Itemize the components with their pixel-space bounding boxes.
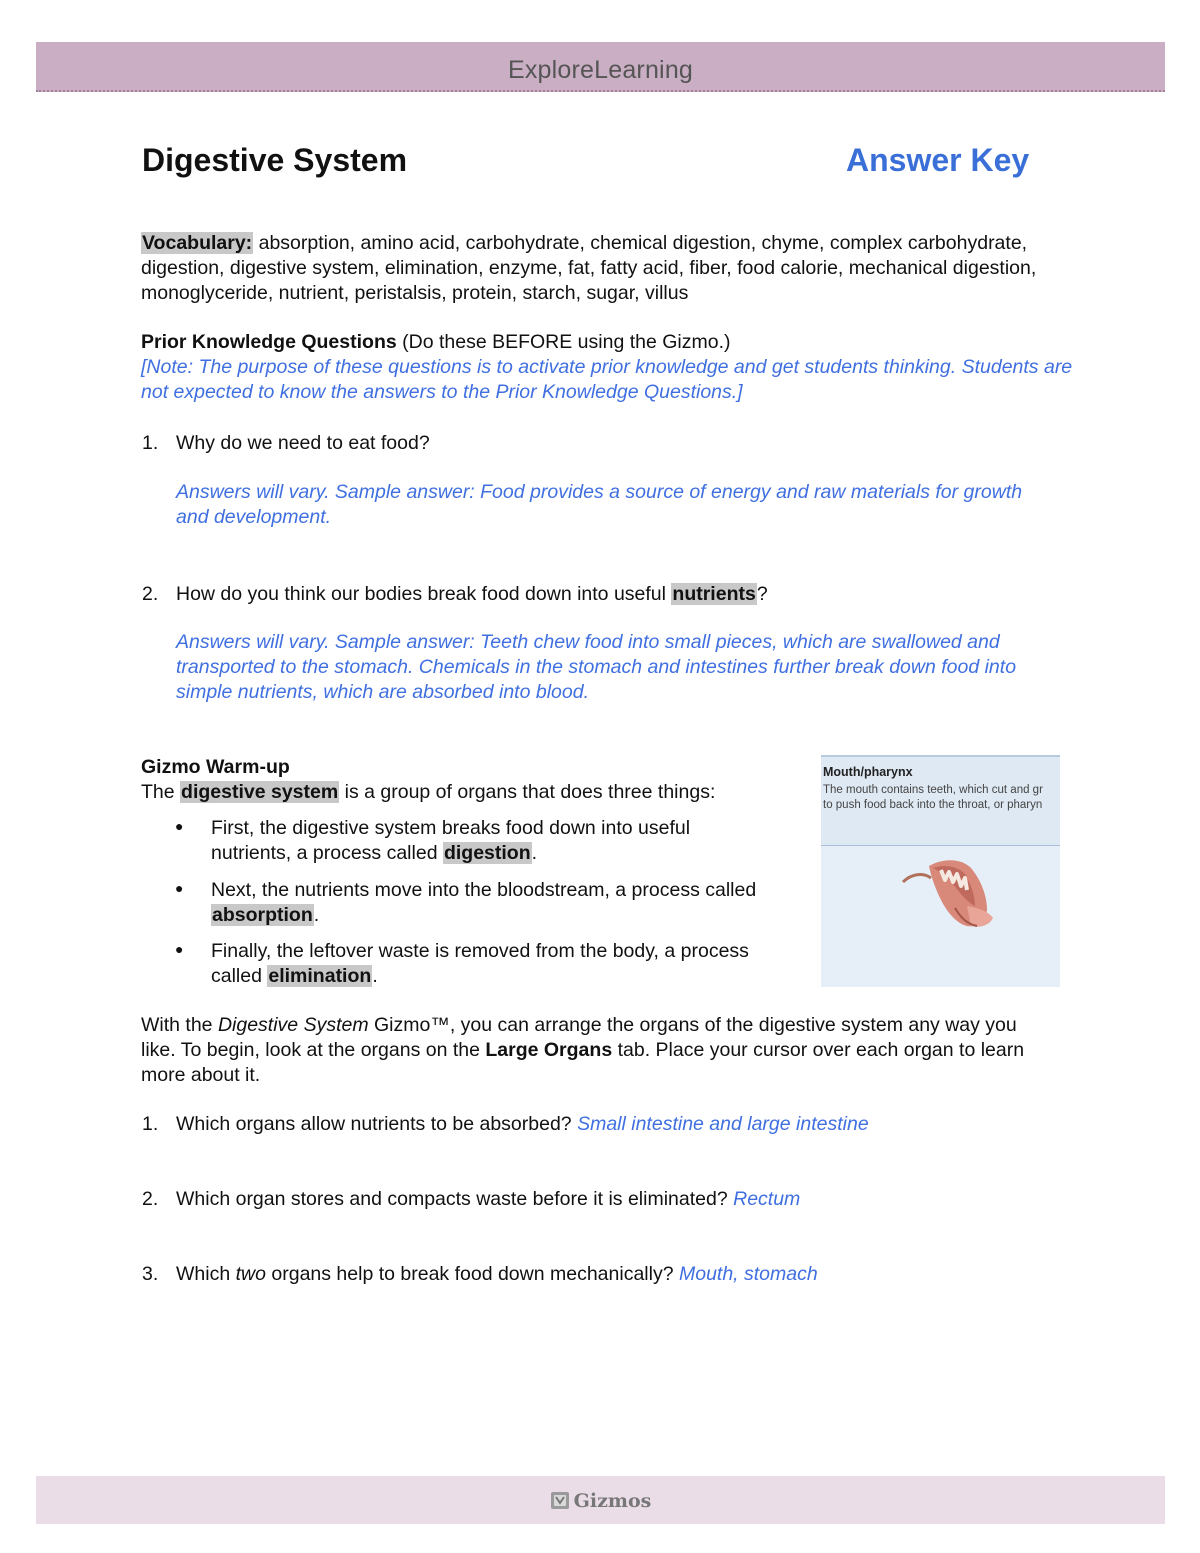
vocab-term-highlight: elimination: [268, 965, 372, 987]
organ-panel: [821, 846, 1060, 987]
answer-text: Mouth, stomach: [678, 1263, 818, 1285]
list-item: [211, 878, 771, 928]
footer-logo: [36, 1489, 1165, 1512]
question-text: [176, 1112, 1076, 1137]
vocabulary-label: Vocabulary:: [142, 232, 253, 254]
paragraph-part: tab. Place your cursor over each organ to learn more about it.: [141, 1039, 1025, 1086]
header-bar: [36, 42, 1165, 92]
vocab-term-highlight: nutrients: [672, 583, 756, 605]
list-item-text: First, the digestive system breaks food down into useful nutrients, a process called: [211, 817, 691, 864]
warmup-title: Gizmo Warm-up: [141, 756, 290, 778]
list-item: [211, 939, 771, 989]
organ-title: Mouth/pharynx: [823, 765, 913, 779]
question-number: 1.: [142, 432, 159, 454]
list-item: [211, 816, 771, 866]
paragraph-part: Gizmo™, you can arrange the organs of the digestive system any way you like. To begin, look at the organs on the: [141, 1014, 1017, 1061]
tab-name: Large Organs: [485, 1039, 613, 1061]
question-text-part: How do you think our bodies break food down into useful: [176, 583, 672, 605]
teacher-note: [Note: The purpose of these questions is to activate prior knowledge and get students thinking. Students are not expected to know the answers to the Prior Knowledge Questions.]: [141, 356, 1073, 403]
question-text: [176, 582, 1056, 607]
organ-description-line: to push food back into the throat, or pharyn: [823, 799, 1043, 811]
intro-part: The: [141, 781, 181, 803]
gizmos-logo-icon: [550, 1489, 572, 1511]
organ-description-line: The mouth contains teeth, which cut and gr: [823, 784, 1043, 796]
prior-knowledge-title: Prior Knowledge Questions: [141, 331, 397, 353]
warmup-intro: [141, 780, 801, 805]
question-text-part: Which organ stores and compacts waste before it is eliminated?: [176, 1188, 734, 1210]
list-item-text: .: [372, 965, 378, 987]
page-title: Digestive System: [142, 142, 408, 178]
question-text-part: ?: [756, 583, 768, 605]
bullet-icon: ●: [175, 880, 184, 896]
question-number: 3.: [142, 1263, 159, 1285]
bullet-icon: ●: [175, 941, 184, 957]
vocab-term-highlight: digestive system: [181, 781, 339, 803]
question-text: Why do we need to eat food?: [176, 432, 430, 454]
vocab-term-highlight: absorption: [212, 904, 313, 926]
list-item-text: .: [531, 842, 538, 864]
question-number: 2.: [142, 1188, 159, 1210]
paragraph-part: With the: [141, 1014, 218, 1036]
question-number: 1.: [142, 1113, 159, 1135]
question-number: 2.: [142, 583, 159, 605]
prior-knowledge-heading: [141, 330, 1081, 355]
question-emphasis: two: [235, 1263, 266, 1285]
gizmo-name: Digestive System: [217, 1014, 369, 1036]
answer-text: Answers will vary. Sample answer: Teeth chew food into small pieces, which are swallowed and transported to the stomach. Chemicals in the stomach and intestines further break down food into simple nutrients, which are absorbed into blood.: [176, 631, 1017, 703]
answer-key-label: Answer Key: [846, 142, 1030, 178]
intro-part: is a group of organs that does three things:: [339, 781, 716, 803]
question-text: [176, 1262, 1076, 1287]
answer-text: Small intestine and large intestine: [577, 1113, 869, 1135]
gizmo-instructions: [141, 1013, 1041, 1088]
question-text: [176, 1187, 1076, 1212]
list-item-text: Finally, the leftover waste is removed from the body, a process called: [211, 940, 749, 987]
question-text-part: Which organs allow nutrients to be absorbed?: [176, 1113, 578, 1135]
brand-logo: ExploreLearning: [507, 56, 694, 84]
organ-description: [823, 783, 1060, 813]
vocabulary-terms: absorption, amino acid, carbohydrate, chemical digestion, chyme, complex carbohydrate, digestion, digestive system, elimination, enzyme, fat, fatty acid, fiber, food calorie, mechanical digestion, monoglyceride, nutrient, peristalsis, protein, starch, sugar, villus: [141, 232, 1037, 304]
mouth-pharynx-icon: [821, 846, 1060, 987]
vocab-term-highlight: digestion: [443, 842, 531, 864]
vocabulary-paragraph: [141, 231, 1071, 306]
answer-text: Rectum: [733, 1188, 801, 1210]
warmup-heading: [141, 755, 290, 780]
list-item-text: .: [313, 904, 320, 926]
prior-knowledge-subtitle: (Do these BEFORE using the Gizmo.): [396, 331, 731, 353]
footer-bar: [36, 1476, 1165, 1524]
footer-brand-text: Gizmos: [573, 1490, 652, 1512]
question-text-part: organs help to break food down mechanically?: [265, 1263, 679, 1285]
bullet-icon: ●: [175, 818, 184, 834]
question-text-part: Which: [176, 1263, 236, 1285]
gizmo-screenshot: [821, 755, 1060, 987]
list-item-text: Next, the nutrients move into the bloodstream, a process called: [211, 879, 757, 901]
answer-text: Answers will vary. Sample answer: Food provides a source of energy and raw materials for growth and development.: [176, 481, 1023, 528]
